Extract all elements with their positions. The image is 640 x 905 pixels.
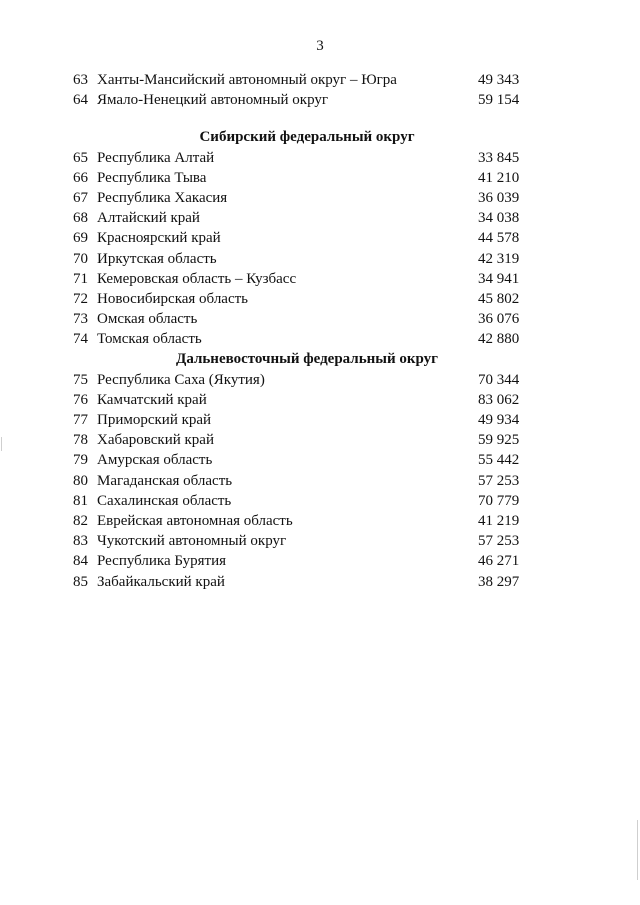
table-row [66, 228, 526, 248]
region-value: 34 038 [478, 210, 520, 227]
row-number: 69 [73, 230, 88, 247]
row-number: 84 [73, 553, 88, 570]
region-value: 83 062 [478, 391, 520, 408]
table-row [66, 249, 526, 269]
scan-edge-mark [637, 820, 638, 880]
region-name: Еврейская автономная область [97, 512, 293, 529]
row-number: 74 [73, 331, 88, 348]
region-value: 41 210 [478, 169, 520, 186]
row-number: 82 [73, 512, 88, 529]
table-row [66, 188, 526, 208]
region-value: 46 271 [478, 553, 520, 570]
scan-edge-mark [1, 437, 2, 451]
row-number: 67 [73, 189, 88, 206]
table-row [66, 531, 526, 551]
row-number: 71 [73, 270, 88, 287]
table-row [66, 90, 526, 110]
row-number: 66 [73, 169, 88, 186]
row-number: 80 [73, 472, 88, 489]
region-name: Республика Алтай [97, 149, 215, 166]
section-far-eastern [66, 349, 526, 591]
page-number: 3 [316, 38, 324, 54]
table-row [66, 430, 526, 450]
table-row [66, 511, 526, 531]
region-name: Кемеровская область – Кузбасс [97, 270, 297, 287]
region-value: 49 934 [478, 412, 520, 428]
region-name: Ханты-Мансийский автономный округ – Югра [97, 72, 397, 88]
region-value: 42 319 [478, 250, 520, 267]
region-value: 49 343 [478, 72, 520, 88]
table-row [66, 148, 526, 168]
region-name: Амурская область [97, 452, 213, 469]
region-value: 45 802 [478, 290, 520, 307]
table-row [66, 471, 526, 491]
row-number: 81 [73, 492, 88, 509]
row-number: 79 [73, 452, 88, 469]
region-value: 36 039 [478, 189, 520, 206]
section-heading: Сибирский федеральный округ [199, 129, 415, 146]
region-value: 70 344 [478, 371, 520, 388]
region-value: 38 297 [478, 573, 520, 590]
table-row [66, 329, 526, 349]
row-number: 63 [73, 72, 88, 88]
region-name: Республика Тыва [97, 169, 207, 186]
region-value: 55 442 [478, 452, 520, 469]
region-name: Ямало-Ненецкий автономный округ [97, 92, 329, 109]
table-row [66, 269, 526, 289]
region-value: 59 154 [478, 92, 520, 109]
row-number: 78 [73, 432, 88, 449]
row-number: 76 [73, 391, 88, 408]
region-name: Новосибирская область [97, 290, 249, 307]
region-name: Сахалинская область [97, 492, 232, 509]
row-number: 68 [73, 210, 88, 227]
table-row [66, 491, 526, 511]
region-value: 57 253 [478, 472, 520, 489]
region-value: 36 076 [478, 311, 520, 328]
region-value: 41 219 [478, 512, 520, 529]
table-row [66, 390, 526, 410]
section-siberian [66, 127, 526, 349]
region-value: 34 941 [478, 270, 520, 287]
region-name: Иркутская область [97, 250, 217, 267]
row-number: 65 [73, 149, 88, 166]
row-number: 64 [73, 92, 88, 109]
table-row [66, 551, 526, 571]
row-number: 72 [73, 290, 88, 307]
row-number: 83 [73, 533, 88, 550]
region-name: Республика Хакасия [97, 189, 228, 206]
region-value: 59 925 [478, 432, 520, 449]
region-name: Чукотский автономный округ [97, 533, 287, 550]
region-name: Магаданская область [97, 472, 233, 489]
region-name: Хабаровский край [97, 432, 214, 449]
regions-table [66, 70, 526, 592]
table-row [66, 410, 526, 430]
table-row [66, 572, 526, 592]
row-number: 77 [73, 412, 88, 428]
table-row [66, 370, 526, 390]
region-name: Республика Бурятия [97, 553, 227, 570]
region-value: 57 253 [478, 533, 520, 550]
region-name: Камчатский край [97, 391, 207, 408]
row-number: 75 [73, 371, 88, 388]
table-row [66, 309, 526, 329]
table-row [66, 450, 526, 470]
region-name: Забайкальский край [97, 573, 225, 590]
row-number: 85 [73, 573, 88, 590]
region-value: 44 578 [478, 230, 520, 247]
region-name: Красноярский край [97, 230, 221, 247]
row-number: 73 [73, 311, 88, 328]
row-number: 70 [73, 250, 88, 267]
region-name: Томская область [97, 331, 202, 348]
region-name: Республика Саха (Якутия) [97, 371, 265, 388]
table-row [66, 289, 526, 309]
region-name: Омская область [97, 311, 198, 328]
region-name: Приморский край [97, 412, 212, 428]
section-heading: Дальневосточный федеральный округ [176, 351, 438, 368]
table-row [66, 208, 526, 228]
region-value: 42 880 [478, 331, 520, 348]
section-continuation [66, 70, 526, 110]
table-row [66, 168, 526, 188]
region-value: 70 779 [478, 492, 520, 509]
region-value: 33 845 [478, 149, 520, 166]
table-row [66, 70, 526, 90]
region-name: Алтайский край [97, 210, 200, 227]
